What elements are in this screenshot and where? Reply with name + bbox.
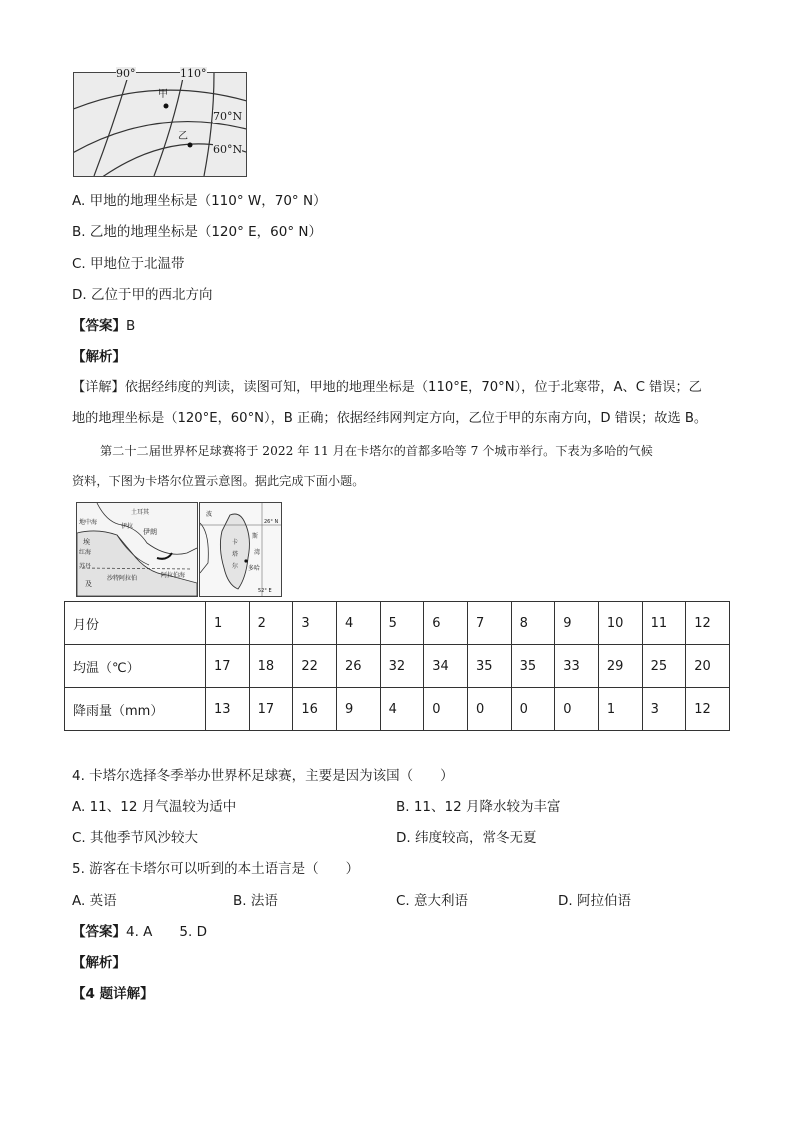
map-label-doha: 多哈 bbox=[248, 565, 261, 572]
table-cell: 20 bbox=[686, 645, 730, 688]
q3-option-d: D. 乙位于甲的西北方向 bbox=[72, 287, 213, 303]
answer-value: B bbox=[126, 318, 136, 334]
map-label-egypt-1: 埃 bbox=[83, 538, 90, 546]
table-cell: 11 bbox=[642, 602, 686, 645]
table-cell: 1 bbox=[206, 602, 250, 645]
q5-stem: 5. 游客在卡塔尔可以听到的本土语言是（ ） bbox=[72, 861, 360, 877]
table-row bbox=[65, 602, 730, 645]
q5-option-b: B. 法语 bbox=[233, 893, 278, 909]
answer-tag: 【答案】 bbox=[72, 924, 126, 940]
table-row bbox=[65, 645, 730, 688]
table-cell: 35 bbox=[467, 645, 511, 688]
table-cell: 34 bbox=[424, 645, 468, 688]
q5-option-d: D. 阿拉伯语 bbox=[558, 893, 631, 909]
q4-option-b: B. 11、12 月降水较为丰富 bbox=[396, 799, 561, 815]
table-row bbox=[65, 688, 730, 731]
intro-line-1: 第二十二届世界杯足球赛将于 2022 年 11 月在卡塔尔的首都多哈等 7 个城市举行。下表为多哈的气候 bbox=[100, 444, 653, 458]
table-cell: 7 bbox=[467, 602, 511, 645]
table-cell: 33 bbox=[555, 645, 599, 688]
table-cell: 29 bbox=[598, 645, 642, 688]
grid-label-60n: 60°N bbox=[213, 143, 243, 156]
table-cell: 8 bbox=[511, 602, 555, 645]
table-cell: 13 bbox=[206, 688, 250, 731]
q4-stem: 4. 卡塔尔选择冬季举办世界杯足球赛，主要是因为该国（ ） bbox=[72, 768, 454, 784]
grid-label-jia: 甲 bbox=[158, 89, 168, 100]
q3-option-c: C. 甲地位于北温带 bbox=[72, 256, 185, 272]
map-label-iraq: 伊拉 bbox=[121, 523, 134, 530]
map-label-arabian-sea: 阿拉伯海 bbox=[161, 572, 186, 579]
row-header-temp: 均温（℃） bbox=[65, 645, 206, 688]
answer-tag: 【答案】 bbox=[72, 318, 126, 334]
table-cell: 2 bbox=[249, 602, 293, 645]
table-cell: 32 bbox=[380, 645, 424, 688]
map-label-ta: 塔 bbox=[232, 551, 239, 558]
table-cell: 10 bbox=[598, 602, 642, 645]
map-label-iran: 伊朗 bbox=[143, 528, 157, 536]
table-cell: 12 bbox=[686, 688, 730, 731]
table-cell: 17 bbox=[249, 688, 293, 731]
table-cell: 17 bbox=[206, 645, 250, 688]
detail-tag-q4: 【4 题详解】 bbox=[72, 986, 154, 1002]
q4-option-c: C. 其他季节风沙较大 bbox=[72, 830, 199, 846]
grid-label-70n: 70°N bbox=[213, 110, 243, 123]
point-yi bbox=[188, 143, 193, 148]
table-cell: 0 bbox=[511, 688, 555, 731]
q3-option-b: B. 乙地的地理坐标是（120° E，60° N） bbox=[72, 224, 323, 240]
q3-option-a: A. 甲地的地理坐标是（110° W，70° N） bbox=[72, 193, 327, 209]
map-label-mediterranean: 地中海 bbox=[79, 519, 98, 526]
detail-1-line-1: 【详解】依据经纬度的判读，读图可知，甲地的地理坐标是（110°E，70°N），位于北寒带，A、C 错误；乙 bbox=[72, 380, 702, 395]
map-label-wan: 湾 bbox=[254, 549, 261, 556]
analysis-tag-1: 【解析】 bbox=[72, 349, 126, 365]
map-label-ka: 卡 bbox=[232, 539, 239, 546]
row-header-rain: 降雨量（mm） bbox=[65, 688, 206, 731]
table-cell: 18 bbox=[249, 645, 293, 688]
intro-line-2: 资料，下图为卡塔尔位置示意图。据此完成下面小题。 bbox=[72, 474, 365, 488]
grid-label-90: 90° bbox=[116, 67, 136, 80]
table-cell: 9 bbox=[336, 688, 380, 731]
table-cell: 26 bbox=[336, 645, 380, 688]
table-cell: 16 bbox=[293, 688, 337, 731]
table-cell: 9 bbox=[555, 602, 599, 645]
answer-1 bbox=[72, 316, 135, 336]
map-label-turkey: 土耳其 bbox=[131, 509, 150, 516]
qatar-inset-map-svg bbox=[200, 503, 281, 596]
analysis-tag-2: 【解析】 bbox=[72, 955, 126, 971]
q4-option-d: D. 纬度较高，常冬无夏 bbox=[396, 830, 537, 846]
row-header-month: 月份 bbox=[65, 602, 206, 645]
map-label-red-sea: 红海 bbox=[79, 549, 92, 556]
map-label-er: 尔 bbox=[232, 563, 239, 570]
answer-value: 4. A 5. D bbox=[126, 924, 207, 940]
table-cell: 0 bbox=[555, 688, 599, 731]
map-label-52e: 52° E bbox=[258, 588, 272, 594]
table-cell: 0 bbox=[467, 688, 511, 731]
qatar-inset-map bbox=[199, 502, 282, 597]
q4-option-a: A. 11、12 月气温较为适中 bbox=[72, 799, 237, 815]
table-cell: 22 bbox=[293, 645, 337, 688]
table-cell: 5 bbox=[380, 602, 424, 645]
doha-climate-table bbox=[64, 601, 730, 731]
table-cell: 3 bbox=[293, 602, 337, 645]
table-cell: 1 bbox=[598, 688, 642, 731]
q5-option-c: C. 意大利语 bbox=[396, 893, 469, 909]
table-cell: 25 bbox=[642, 645, 686, 688]
lat-long-grid-figure bbox=[73, 67, 247, 177]
map-label-saudi: 沙特阿拉伯 bbox=[107, 575, 138, 582]
detail-1-line-2: 地的地理坐标是（120°E，60°N），B 正确；依据经纬网判定方向，乙位于甲的东南方向，D 错误；故选 B。 bbox=[72, 411, 708, 426]
grid-label-yi: 乙 bbox=[178, 131, 188, 142]
table-cell: 4 bbox=[380, 688, 424, 731]
map-label-bo: 波 bbox=[206, 511, 213, 518]
table-cell: 12 bbox=[686, 602, 730, 645]
q5-option-a: A. 英语 bbox=[72, 893, 117, 909]
table-cell: 6 bbox=[424, 602, 468, 645]
map-label-si: 斯 bbox=[252, 533, 259, 540]
map-label-egypt-2: 及 bbox=[85, 580, 92, 588]
map-label-26n: 26° N bbox=[264, 519, 279, 525]
table-cell: 4 bbox=[336, 602, 380, 645]
table-cell: 0 bbox=[424, 688, 468, 731]
grid-label-110: 110° bbox=[180, 67, 207, 80]
table-cell: 3 bbox=[642, 688, 686, 731]
map-label-sudan: 苏丹 bbox=[79, 563, 92, 570]
point-jia bbox=[164, 104, 169, 109]
answer-2 bbox=[72, 922, 207, 942]
table-cell: 35 bbox=[511, 645, 555, 688]
middle-east-map bbox=[76, 502, 198, 597]
